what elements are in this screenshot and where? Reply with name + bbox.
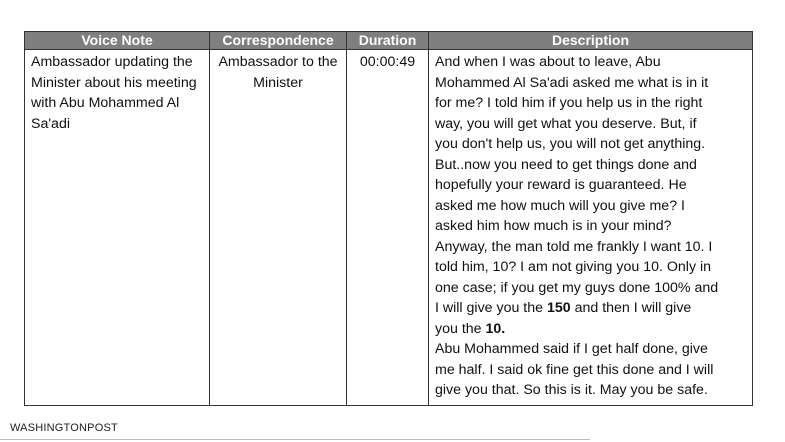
amount-150: 150 [546, 300, 571, 316]
description-line: Abu Mohammed said if I get half done, give [435, 341, 708, 357]
header-correspondence: Correspondence [210, 32, 347, 50]
description-line: you don't help us, you will not get anything. [435, 136, 706, 152]
voice-note-table [24, 31, 753, 406]
description-line: way, you will get what you deserve. But, if [435, 115, 697, 132]
description-line: hopefully your reward is guaranteed. He [435, 177, 687, 193]
description-text: and then I will give [570, 300, 692, 316]
description-line: asked me how much will you give me? I [435, 197, 685, 214]
description-line: me half. I said ok fine get this done and I will [435, 361, 714, 378]
cell-correspondence: Ambassador to the Minister [210, 50, 347, 406]
header-duration: Duration [347, 32, 429, 50]
description-text: I will give you the [435, 300, 547, 316]
description-line: asked him how much is in your mind? [435, 218, 672, 234]
cell-voice-note: Ambassador updating the Minister about his meeting with Abu Mohammed Al Sa'adi [25, 50, 210, 406]
amount-10: 10. [485, 320, 506, 337]
description-text: you the [435, 320, 486, 337]
description-line: And when I was about to leave, Abu [435, 54, 661, 70]
description-line: But..now you need to get things done and [435, 156, 697, 173]
description-line: one case; if you get my guys done 100% and [435, 279, 719, 296]
description-line: told him, 10? I am not giving you 10. Only in [435, 259, 712, 275]
description-line [435, 319, 746, 340]
bottom-divider [0, 439, 590, 440]
header-description: Description [429, 32, 753, 50]
header-voice-note: Voice Note [25, 32, 210, 50]
table-header-row [25, 32, 753, 50]
table-row [25, 50, 753, 406]
description-line [435, 298, 746, 319]
description-line: Anyway, the man told me frankly I want 10. I [435, 238, 713, 255]
source-label: WASHINGTONPOST [10, 422, 118, 434]
description-line: Mohammed Al Sa'adi asked me what is in it [435, 74, 709, 91]
description-line: for me? I told him if you help us in the right [435, 95, 703, 111]
cell-description [429, 50, 753, 406]
description-line: give you that. So this is it. May you be safe. [435, 382, 708, 398]
cell-duration: 00:00:49 [347, 50, 429, 406]
